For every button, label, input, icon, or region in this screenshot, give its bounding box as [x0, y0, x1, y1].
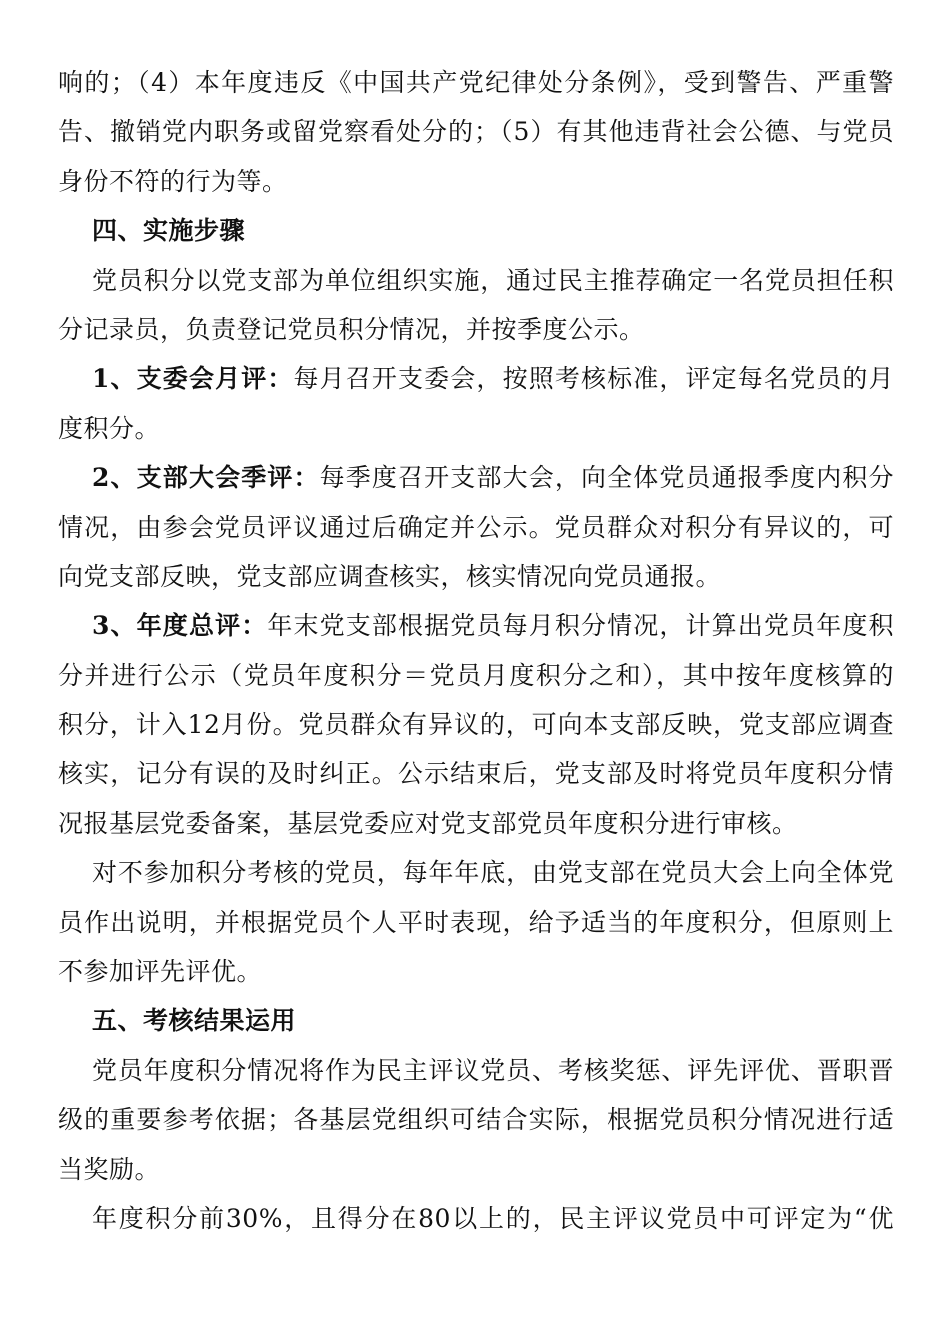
step-2-text: 每季度召开支部大会，向全体党员通报季度内积分: [319, 463, 894, 493]
paragraph-line: 积分，计入12月份。党员群众有异议的，可向本支部反映，党支部应调查: [58, 710, 894, 740]
paragraph-line: 级的重要参考依据；各基层党组织可结合实际，根据党员积分情况进行适: [58, 1105, 894, 1135]
paragraph-line: 年度积分前30%，且得分在80以上的，民主评议党员中可评定为“优: [92, 1203, 894, 1233]
paragraph-line: 分并进行公示（党员年度积分＝党员月度积分之和），其中按年度核算的: [58, 660, 894, 690]
step-2-line: [58, 453, 894, 502]
paragraph-line: 响的；（4）本年度违反《中国共产党纪律处分条例》，受到警告、严重警: [58, 68, 894, 97]
step-3-line: [58, 601, 894, 650]
step-1-line: [58, 354, 894, 403]
step-3-text: 年末党支部根据党员每月积分情况，计算出党员年度积: [267, 611, 894, 641]
paragraph-line: 不参加评先评优。: [58, 957, 263, 987]
step-2-label: 2、支部大会季评：: [92, 463, 320, 493]
paragraph-line: 情况，由参会党员评议通过后确定并公示。党员群众对积分有异议的，可: [58, 512, 894, 542]
paragraph-line: 告、撤销党内职务或留党察看处分的；（5）有其他违背社会公德、与党员: [58, 117, 894, 147]
document-page: [58, 58, 894, 1243]
paragraph-line: 员作出说明，并根据党员个人平时表现，给予适当的年度积分，但原则上: [58, 907, 894, 937]
section-heading-results-application: 五、考核结果运用: [92, 1006, 297, 1036]
paragraph-line: 度积分。: [58, 413, 161, 443]
step-1-label: 1、支委会月评：: [92, 364, 294, 394]
paragraph-line: 身份不符的行为等。: [58, 166, 288, 196]
paragraph-line: 向党支部反映，党支部应调查核实，核实情况向党员通报。: [58, 561, 722, 591]
paragraph-line: 党员积分以党支部为单位组织实施，通过民主推荐确定一名党员担任积: [92, 265, 894, 295]
section-heading-implementation-steps: 四、实施步骤: [92, 216, 246, 246]
paragraph-line: 分记录员，负责登记党员积分情况，并按季度公示。: [58, 314, 645, 344]
step-3-label: 3、年度总评：: [92, 611, 268, 641]
paragraph-line: 况报基层党委备案，基层党委应对党支部党员年度积分进行审核。: [58, 808, 798, 838]
paragraph-line: 核实，记分有误的及时纠正。公示结束后，党支部及时将党员年度积分情: [58, 759, 894, 789]
paragraph-line: 当奖励。: [58, 1154, 161, 1184]
step-1-text: 每月召开支委会，按照考核标准，评定每名党员的月: [293, 364, 894, 394]
paragraph-line: 对不参加积分考核的党员，每年年底，由党支部在党员大会上向全体党: [92, 858, 894, 888]
paragraph-line: 党员年度积分情况将作为民主评议党员、考核奖惩、评先评优、晋职晋: [92, 1055, 894, 1085]
